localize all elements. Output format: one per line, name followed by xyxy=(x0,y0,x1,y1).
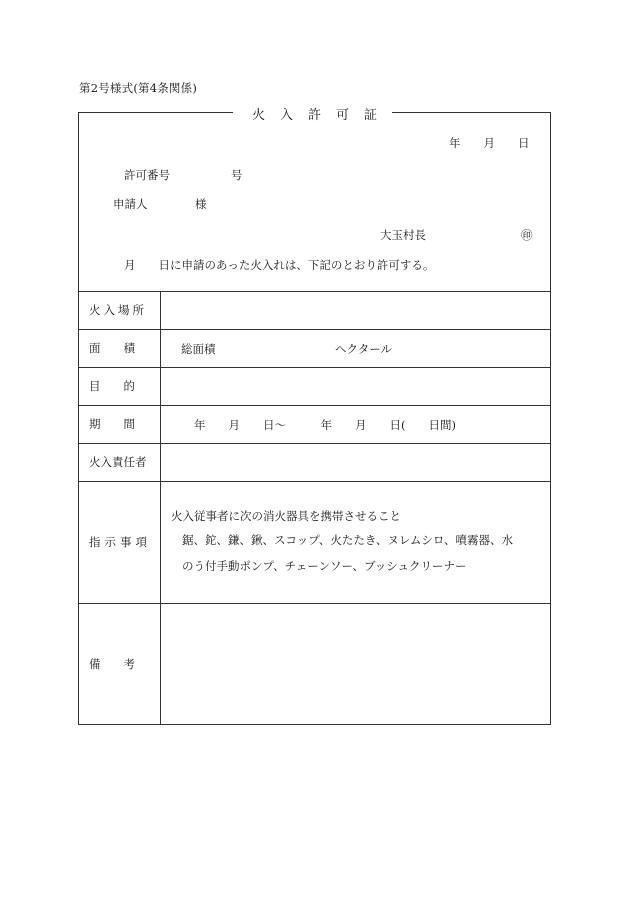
issue-date: 年 月 日 xyxy=(449,136,530,150)
responsible-value xyxy=(161,443,550,481)
permit-number-suffix: 号 xyxy=(231,168,243,182)
location-value xyxy=(161,291,550,329)
permit-number-label: 許可番号 xyxy=(124,168,170,182)
instructions-label: 指示事項 xyxy=(89,535,151,549)
area-label: 面 積 xyxy=(89,341,135,355)
instruction-line-3: のう付手動ポンプ、チェーンソー、ブッシュクリーナー xyxy=(182,559,467,573)
applicant-label: 申請人 xyxy=(113,197,148,211)
remarks-value xyxy=(161,603,550,725)
form-title: 火 入 許 可 証 xyxy=(239,104,391,123)
applicant-honorific: 様 xyxy=(195,197,207,211)
row-location xyxy=(79,291,550,330)
instruction-line-1: 火入従事者に次の消火器具を携帯させること xyxy=(171,509,401,523)
row-period xyxy=(79,405,550,444)
purpose-value xyxy=(161,367,550,405)
area-unit: ヘクタール xyxy=(335,342,393,356)
seal-mark: ㊞ xyxy=(521,228,533,242)
row-instructions xyxy=(79,481,550,604)
purpose-label: 目 的 xyxy=(89,379,135,393)
instruction-line-2: 鋸、鉈、鎌、鍬、スコップ、火たたき、ヌレムシロ、噴霧器、水 xyxy=(182,533,513,547)
row-purpose xyxy=(79,367,550,406)
location-label: 火入場所 xyxy=(89,303,147,317)
period-label: 期 間 xyxy=(89,417,135,431)
area-prefix: 総面積 xyxy=(181,342,216,356)
remarks-label: 備 考 xyxy=(89,657,135,671)
permit-statement: 月 日に申請のあった火入れは、下記のとおり許可する。 xyxy=(124,258,435,272)
period-value: 年 月 日～ 年 月 日( 日間) xyxy=(194,418,456,432)
intro-section xyxy=(79,112,550,292)
permit-form xyxy=(78,108,551,725)
issuer-name: 大玉村長 xyxy=(380,228,426,242)
row-area xyxy=(79,329,550,368)
row-remarks xyxy=(79,603,550,725)
row-responsible xyxy=(79,443,550,482)
form-number: 第2号様式(第4条関係) xyxy=(79,81,198,95)
responsible-label: 火入責任者 xyxy=(89,455,147,469)
